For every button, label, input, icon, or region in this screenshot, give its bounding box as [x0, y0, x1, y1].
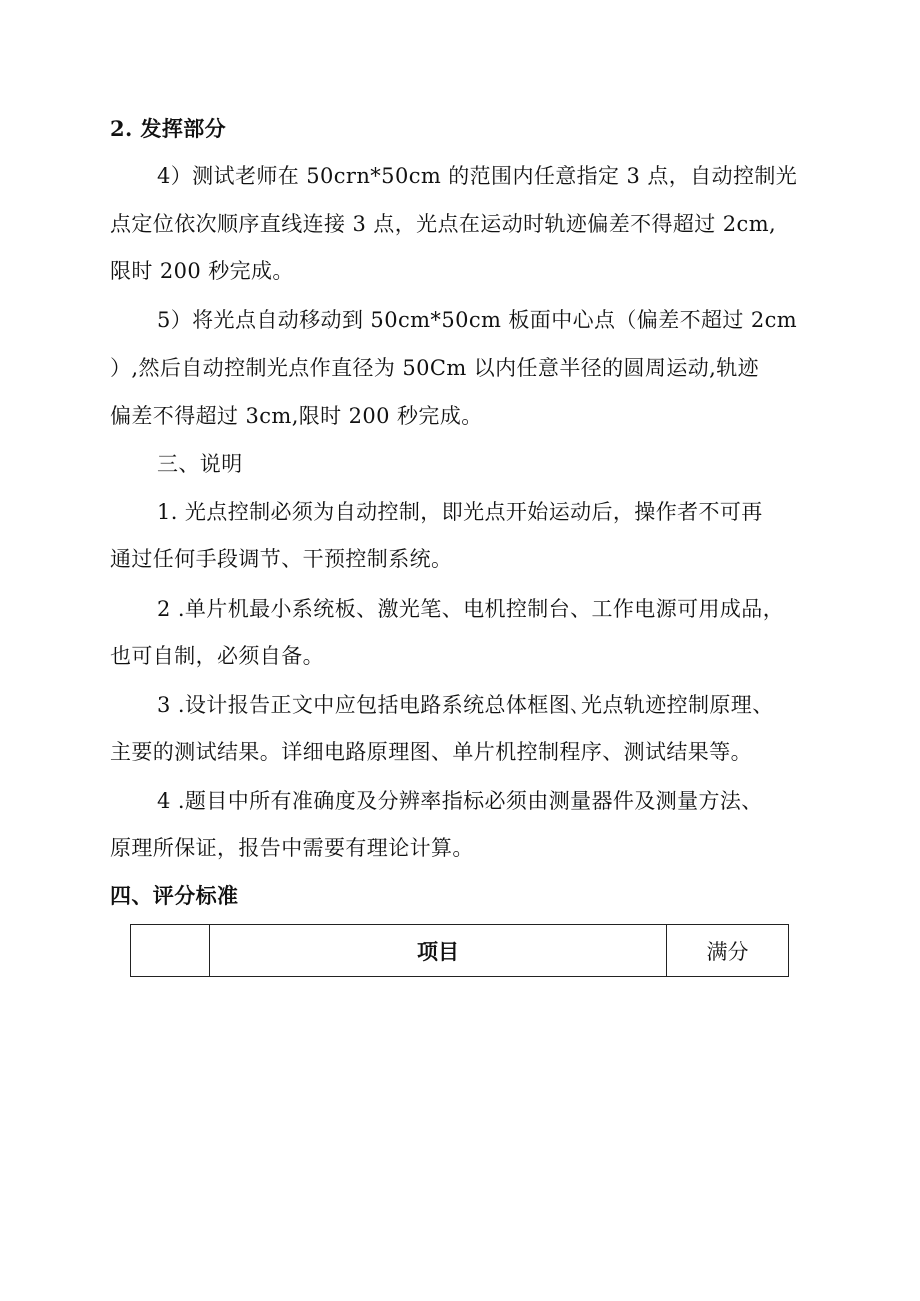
note-1-line-2: 通过任何手段调节、干预控制系统。 [110, 547, 453, 571]
note-3-line-1: 3 .设计报告正文中应包括电路系统总体框图､光点轨迹控制原理、 [157, 693, 774, 717]
note-2-line-2: 也可自制，必须自备。 [110, 644, 324, 668]
scoring-table [130, 924, 789, 977]
table-header-full-score: 满分 [706, 939, 749, 964]
note-1-line-1: 1. 光点控制必须为自动控制，即光点开始运动后，操作者不可再 [157, 500, 763, 524]
item-4-line-1: 4）测试老师在 50crn*50cm 的范围内任意指定 3 点，自动控制光 [157, 164, 798, 188]
item-4-line-3: 限时 200 秒完成。 [110, 259, 294, 283]
section-3-heading: 三、说明 [157, 452, 243, 476]
note-4-line-1: 4 .题目中所有准确度及分辨率指标必须由测量器件及测量方法、 [157, 789, 763, 813]
table-header-index [131, 925, 210, 976]
note-2-line-1: 2 .单片机最小系统板、激光笔、电机控制台、工作电源可用成品， [157, 597, 785, 621]
section-4-heading: 四、评分标准 [110, 883, 239, 908]
note-4-line-2: 原理所保证，报告中需要有理论计算。 [110, 836, 474, 860]
item-5-line-1: 5）将光点自动移动到 50cm*50cm 板面中心点（偏差不超过 2cm [157, 308, 798, 332]
item-4-line-2: 点定位依次顺序直线连接 3 点，光点在运动时轨迹偏差不得超过 2cm, [110, 212, 777, 236]
item-5-line-3: 偏差不得超过 3cm,限时 200 秒完成。 [110, 404, 483, 428]
note-3-line-2: 主要的测试结果。详细电路原理图、单片机控制程序、测试结果等。 [110, 740, 752, 764]
table-header-item: 项目 [210, 925, 667, 976]
section-2-heading: 2. 发挥部分 [110, 116, 227, 141]
item-5-line-2: ）,然后自动控制光点作直径为 50Cm 以内任意半径的圆周运动,轨迹 [110, 356, 760, 380]
